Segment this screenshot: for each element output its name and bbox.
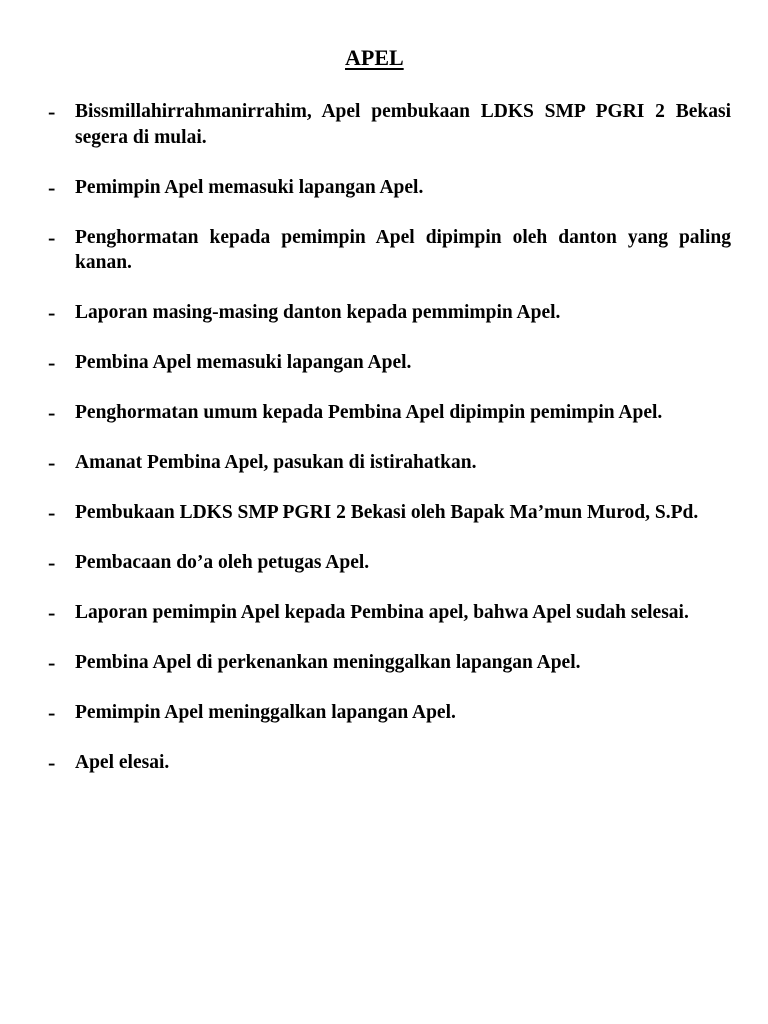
list-item: [48, 600, 731, 626]
dash-bullet: -: [48, 650, 56, 675]
list-item: [48, 450, 731, 476]
list-item-text: Pembina Apel memasuki lapangan Apel.: [75, 352, 412, 373]
dash-bullet: -: [48, 300, 56, 325]
list-item-text: Laporan masing-masing danton kepada pemmimpin Apel.: [75, 302, 561, 323]
dash-bullet: -: [48, 350, 56, 375]
dash-bullet: -: [48, 450, 56, 475]
dash-bullet: -: [48, 400, 56, 425]
dash-bullet: -: [48, 600, 56, 625]
list-item: [48, 225, 731, 276]
list-item: [48, 700, 731, 726]
list-item-text: Pemimpin Apel memasuki lapangan Apel.: [75, 176, 424, 198]
list-item: [48, 99, 731, 150]
list-item-text: Amanat Pembina Apel, pasukan di istirahatkan.: [75, 452, 477, 473]
list-item: [48, 750, 731, 776]
dash-bullet: -: [48, 750, 56, 775]
list-item-text: Apel elesai.: [75, 752, 170, 773]
list-item: [48, 350, 731, 376]
list-item: [48, 300, 731, 326]
dash-bullet: -: [48, 99, 56, 124]
dash-bullet: -: [48, 174, 56, 200]
dash-bullet: -: [48, 550, 56, 575]
list-item-text: Penghormatan kepada pemimpin Apel dipimpin oleh danton yang paling kanan.: [75, 226, 731, 273]
list-item: [48, 550, 731, 576]
list-item: [48, 500, 731, 526]
list-item: [48, 400, 731, 426]
list-item-text: Laporan pemimpin Apel kepada Pembina apel, bahwa Apel sudah selesai.: [75, 602, 689, 623]
list-item-text: Pembina Apel di perkenankan meninggalkan lapangan Apel.: [75, 652, 581, 673]
list-item-text: Penghormatan umum kepada Pembina Apel dipimpin pemimpin Apel.: [75, 402, 663, 423]
dash-bullet: -: [48, 224, 56, 250]
dash-bullet: -: [48, 700, 56, 725]
list-item: [48, 175, 731, 201]
list-item-text: Bissmillahirrahmanirrahim, Apel pembukaan LDKS SMP PGRI 2 Bekasi segera di mulai.: [75, 101, 731, 148]
list-item: [48, 650, 731, 676]
page-title: APEL: [345, 45, 404, 70]
list-item-text: Pemimpin Apel meninggalkan lapangan Apel.: [75, 702, 456, 723]
list-item-text: Pembukaan LDKS SMP PGRI 2 Bekasi oleh Bapak Ma’mun Murod, S.Pd.: [75, 502, 699, 523]
dash-bullet: -: [48, 500, 56, 525]
list-item-text: Pembacaan do’a oleh petugas Apel.: [75, 552, 370, 573]
procedure-list: [48, 99, 731, 800]
